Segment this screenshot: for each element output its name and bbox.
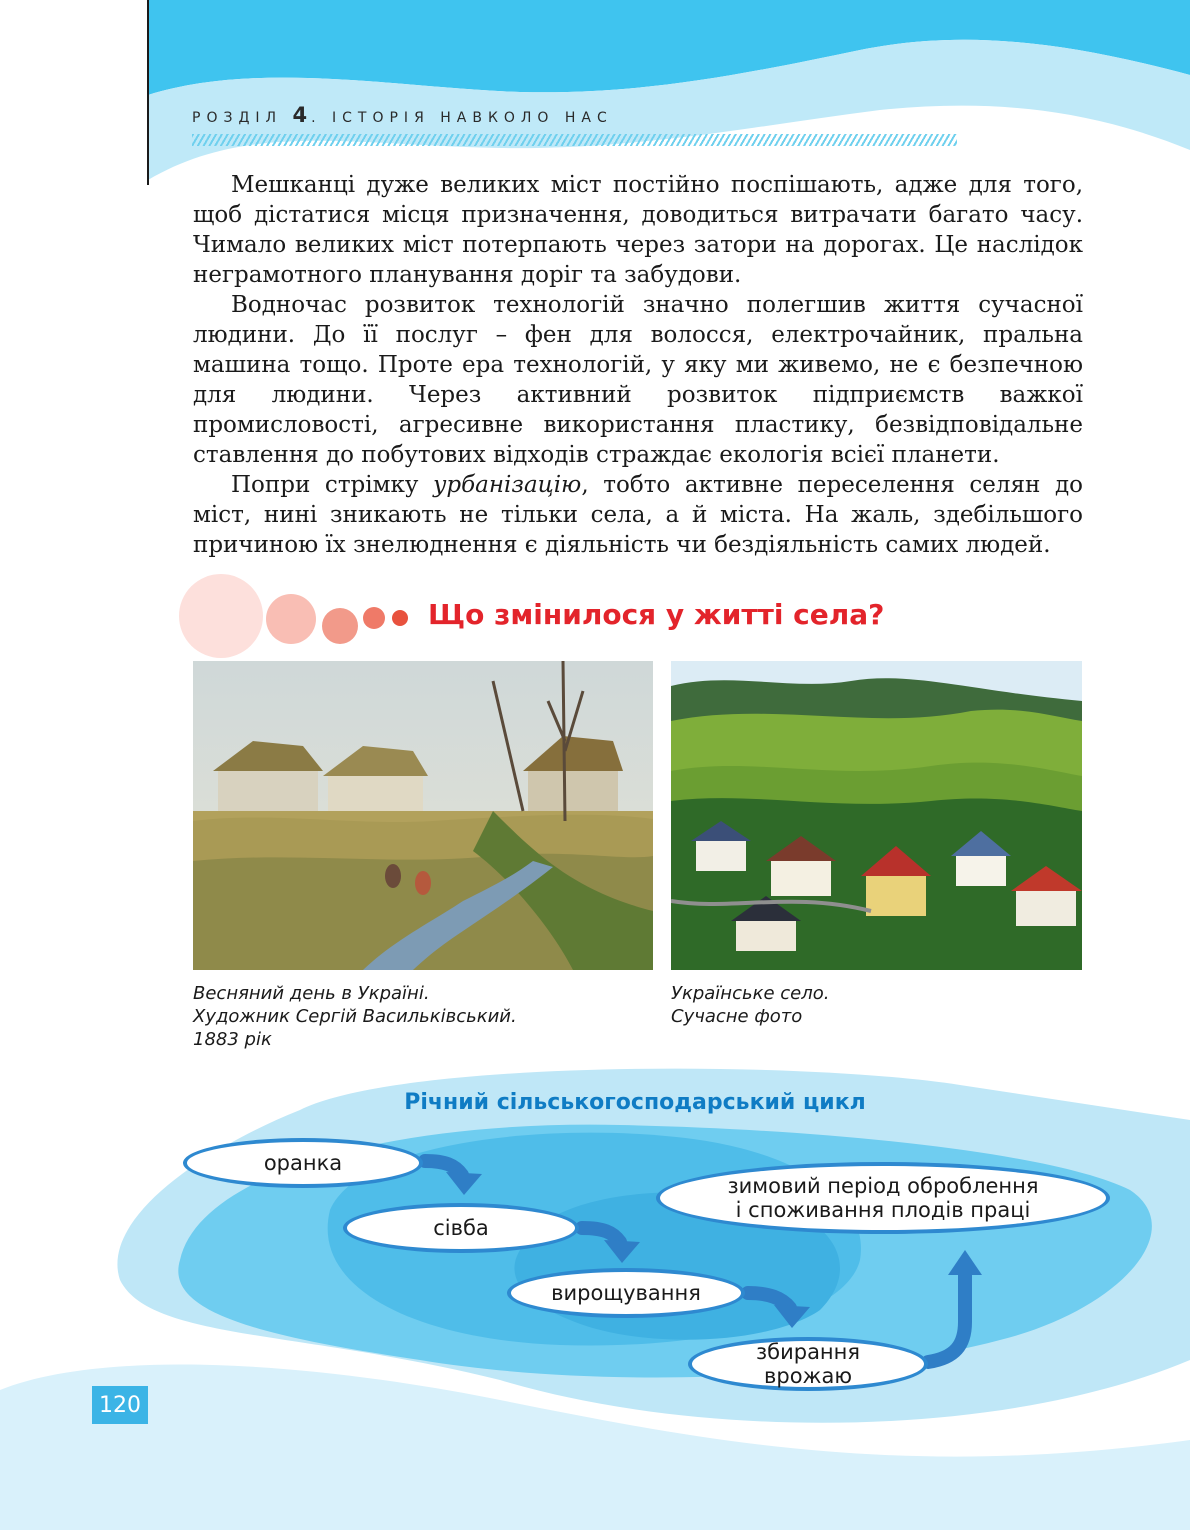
caption-line: Весняний день в Україні. [193, 983, 430, 1004]
painting-spring-day-image [193, 661, 653, 970]
caption-line: Сучасне фото [671, 1006, 803, 1027]
hatch-divider [192, 134, 957, 146]
caption-painting [193, 982, 663, 1051]
term-urbanization: урбанізацію [433, 472, 582, 498]
paragraph-2: Водночас розвиток технологій значно полегшив життя сучасної людини. До її послуг – фен для волосся, електрочайник, пральна машина тощо. Проте ера технологій, у яку ми живемо, не є безпечною для людини. Через активний розвиток підприємств важкої промисловості, агресивне використання пластику, безвідповідальне ставлення до побутових відходів страждає екологія всієї планети. [193, 292, 1083, 468]
caption-village-photo [671, 982, 1081, 1028]
cycle-step-plowing [183, 1138, 423, 1188]
cycle-step-label: врожаю [763, 1364, 853, 1388]
caption-line: Українське село. [671, 983, 830, 1004]
paragraph-3 [193, 470, 1083, 560]
body-text [193, 170, 1083, 560]
chapter-label [192, 103, 613, 127]
cycle-step-label: оранка [263, 1151, 343, 1175]
cycle-step-growing [507, 1268, 745, 1318]
chapter-word: РОЗДІЛ [192, 110, 283, 126]
section-title: Що змінилося у житті села? [428, 598, 885, 631]
paragraph-3-start: Попри стрімку [231, 472, 434, 498]
cycle-step-label: зимовий період оброблення [727, 1174, 1039, 1198]
decorative-circles-icon [175, 570, 425, 670]
chapter-number: 4 [292, 103, 312, 127]
caption-line: Художник Сергій Васильківський. [193, 1006, 517, 1027]
header-wave-decoration [0, 0, 1190, 190]
cycle-step-label: і споживання плодів праці [735, 1198, 1031, 1222]
chapter-title: ІСТОРІЯ НАВКОЛО НАС [332, 110, 613, 126]
margin-line [147, 0, 149, 185]
cycle-step-harvesting [688, 1337, 928, 1391]
cycle-step-label: сівба [433, 1216, 489, 1240]
cycle-step-label: збирання [755, 1340, 861, 1364]
cycle-step-winter-period [656, 1162, 1110, 1234]
caption-line: 1883 рік [193, 1029, 272, 1050]
page-number: 120 [92, 1386, 148, 1424]
cycle-step-sowing [343, 1203, 579, 1253]
chapter-separator: . [311, 110, 322, 126]
cycle-title: Річний сільськогосподарський цикл [404, 1090, 866, 1115]
paragraph-3-end: , тобто активне переселення селян до міст, нині зникають не тільки села, а й міста. На жаль, здебільшого причиною їх знелюднення є діяльність чи бездіяльність самих людей. [193, 472, 1083, 558]
paragraph-1: Мешканці дуже великих міст постійно поспішають, адже для того, щоб дістатися місця призначення, доводиться витрачати багато часу. Чимало великих міст потерпають через затори на дорогах. Це наслідок неграмотного планування доріг та забудови. [193, 172, 1083, 288]
cycle-step-label: вирощування [551, 1281, 701, 1305]
modern-village-photo-image [671, 661, 1082, 970]
